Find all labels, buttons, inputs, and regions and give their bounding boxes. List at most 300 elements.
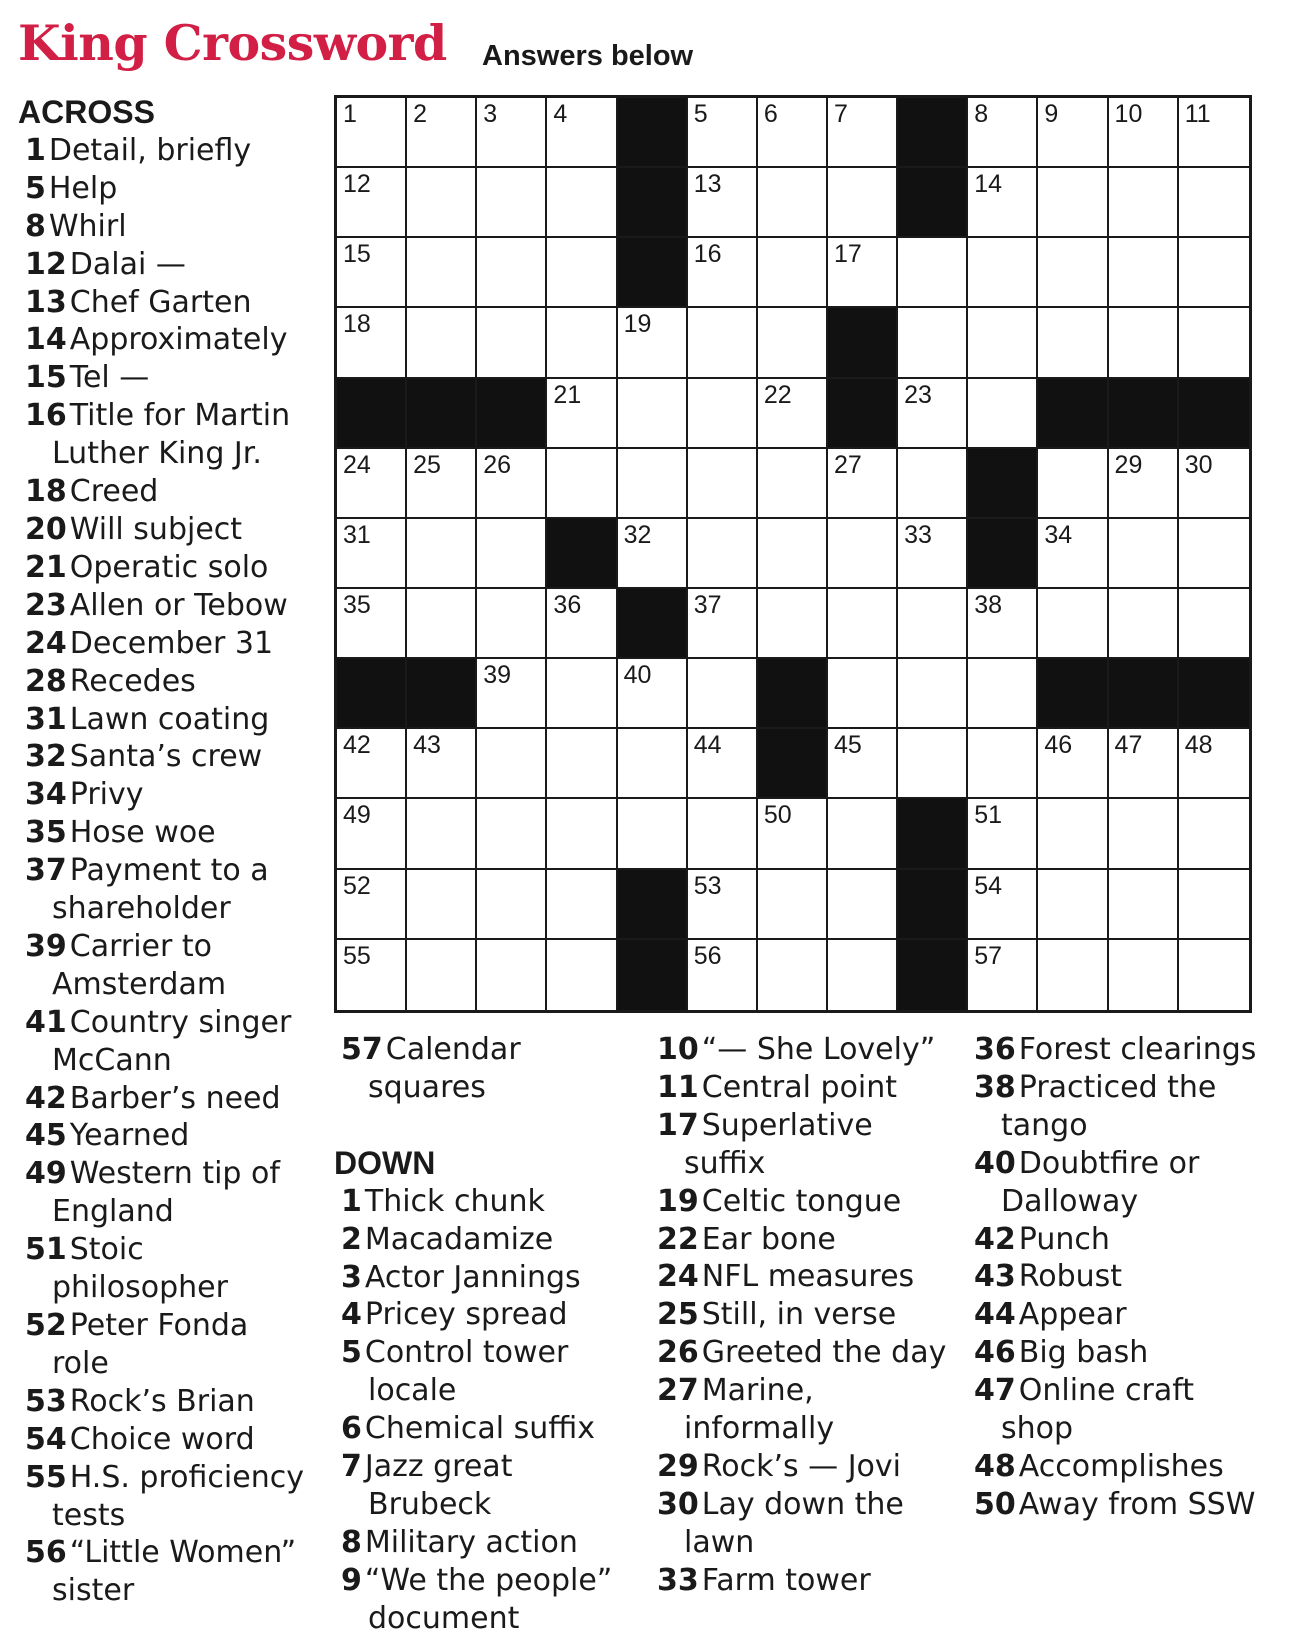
cell-number: 24	[343, 450, 371, 479]
grid-cell[interactable]	[477, 870, 547, 940]
grid-cell[interactable]	[828, 238, 898, 308]
clue-text: Pricey spread	[364, 1297, 568, 1333]
across-clue	[25, 1080, 305, 1118]
cell-number: 32	[623, 520, 652, 549]
clue-number: 12	[25, 246, 67, 282]
cell-number: 31	[343, 520, 371, 549]
cell-number: 49	[343, 801, 371, 830]
clues-column-3	[657, 1031, 957, 1600]
clue-number: 55	[25, 1459, 67, 1495]
grid-cell[interactable]	[968, 379, 1038, 449]
cell-number: 14	[974, 170, 1003, 199]
black-square	[1109, 659, 1179, 729]
down-clue	[657, 1183, 957, 1221]
grid-cell[interactable]	[1109, 589, 1179, 659]
cell-number: 54	[974, 871, 1003, 900]
grid-cell[interactable]	[337, 449, 407, 519]
grid-cell[interactable]	[828, 168, 898, 238]
clue-text: Military action	[364, 1524, 578, 1560]
grid-cell[interactable]	[688, 870, 758, 940]
grid-cell[interactable]	[337, 308, 407, 378]
grid-cell[interactable]	[477, 589, 547, 659]
cell-number: 10	[1114, 100, 1143, 128]
cell-number: 33	[904, 520, 932, 549]
down-clue	[341, 1562, 636, 1638]
clue-number: 36	[974, 1032, 1016, 1067]
grid-cell[interactable]	[968, 659, 1038, 729]
clue-text: Detail, briefly	[48, 132, 252, 168]
cell-number: 39	[483, 661, 512, 690]
black-square	[828, 308, 898, 378]
clue-number: 5	[25, 170, 46, 206]
clue-text: Actor Jannings	[364, 1259, 581, 1295]
grid-cell[interactable]	[477, 659, 547, 729]
clue-text: Still, in verse	[701, 1297, 897, 1333]
grid-cell[interactable]	[758, 168, 828, 238]
clue-number: 16	[25, 398, 67, 434]
clue-text: Rock’s Brian	[69, 1383, 255, 1419]
clue-number: 8	[25, 208, 46, 244]
cell-number: 34	[1044, 520, 1073, 549]
clue-number: 24	[25, 625, 67, 661]
grid-cell[interactable]	[547, 940, 617, 1010]
cell-number: 15	[343, 240, 371, 269]
clue-text: Lay down the lawn	[684, 1486, 904, 1560]
grid-cell[interactable]	[968, 238, 1038, 308]
cell-number: 55	[343, 941, 371, 970]
grid-cell[interactable]	[898, 449, 968, 519]
down-clue	[657, 1448, 957, 1486]
grid-cell[interactable]	[688, 449, 758, 519]
grid-cell[interactable]	[1109, 308, 1179, 378]
grid-cell[interactable]	[968, 589, 1038, 659]
grid-cell[interactable]	[337, 589, 407, 659]
clue-number: 4	[341, 1297, 362, 1333]
clue-number: 49	[25, 1156, 67, 1192]
grid-cell[interactable]	[828, 589, 898, 659]
across-clue	[25, 1231, 305, 1307]
down-clue	[657, 1031, 957, 1069]
clue-number: 11	[657, 1069, 699, 1105]
grid-cell[interactable]	[968, 870, 1038, 940]
grid-cell[interactable]	[688, 519, 758, 589]
clue-number: 1	[25, 132, 46, 168]
clue-number: 22	[657, 1221, 699, 1257]
grid-cell[interactable]	[407, 449, 477, 519]
clue-number: 51	[25, 1232, 67, 1268]
clue-text: Allen or Tebow	[69, 587, 288, 623]
cell-number: 12	[343, 170, 371, 199]
grid-cell[interactable]	[758, 799, 828, 869]
cell-number: 52	[343, 871, 371, 900]
grid-cell[interactable]	[337, 168, 407, 238]
cell-number: 53	[693, 871, 722, 900]
grid-cell[interactable]	[1179, 238, 1249, 308]
black-square	[1038, 659, 1108, 729]
cell-number: 26	[483, 450, 512, 479]
down-clue	[657, 1334, 957, 1372]
across-clue	[25, 1383, 305, 1421]
clue-number: 47	[974, 1373, 1016, 1409]
clue-number: 41	[25, 1004, 67, 1040]
clue-text: Celtic tongue	[701, 1183, 902, 1219]
cell-number: 6	[763, 100, 778, 128]
grid-cell[interactable]	[547, 168, 617, 238]
grid-cell[interactable]	[1179, 940, 1249, 1010]
clue-number: 8	[341, 1524, 362, 1560]
grid-cell[interactable]	[618, 729, 688, 799]
clue-text: Calendar squares	[368, 1032, 521, 1105]
clue-text: Control tower locale	[364, 1335, 569, 1409]
grid-cell[interactable]	[1179, 519, 1249, 589]
grid-cell[interactable]	[758, 519, 828, 589]
grid-cell[interactable]	[1038, 799, 1108, 869]
cell-number: 11	[1184, 100, 1211, 128]
grid-cell[interactable]	[1179, 870, 1249, 940]
grid-cell[interactable]	[547, 98, 617, 168]
grid-cell[interactable]	[828, 940, 898, 1010]
grid-cell[interactable]	[547, 449, 617, 519]
grid-cell[interactable]	[337, 98, 407, 168]
grid-cell[interactable]	[898, 729, 968, 799]
clue-text: Payment to a shareholder	[52, 853, 269, 927]
grid-cell[interactable]	[688, 940, 758, 1010]
across-clue	[25, 208, 305, 246]
grid-cell[interactable]	[968, 308, 1038, 378]
clues-column-4	[974, 1031, 1274, 1524]
grid-cell[interactable]	[968, 729, 1038, 799]
grid-cell[interactable]	[968, 98, 1038, 168]
grid-cell[interactable]	[547, 238, 617, 308]
black-square	[618, 238, 688, 308]
clue-text: Yearned	[69, 1118, 190, 1154]
grid-cell[interactable]	[688, 238, 758, 308]
grid-cell[interactable]	[688, 379, 758, 449]
grid-cell[interactable]	[1179, 589, 1249, 659]
across-clue	[25, 397, 305, 473]
grid-cell[interactable]	[758, 238, 828, 308]
cell-number: 30	[1184, 450, 1213, 479]
clue-number: 3	[341, 1259, 362, 1295]
clues-column-2	[334, 1031, 636, 1638]
clue-number: 13	[25, 284, 67, 320]
grid-cell[interactable]	[688, 729, 758, 799]
grid-cell[interactable]	[547, 729, 617, 799]
cell-number: 7	[833, 100, 848, 128]
across-clue	[25, 776, 305, 814]
clue-text: H.S. proficiency tests	[52, 1459, 304, 1533]
grid-cell[interactable]	[618, 659, 688, 729]
down-clue	[974, 1486, 1274, 1524]
clue-text: Jazz great Brubeck	[364, 1449, 513, 1522]
grid-cell[interactable]	[898, 308, 968, 378]
grid-cell[interactable]	[1038, 519, 1108, 589]
clue-text: NFL measures	[701, 1259, 915, 1295]
grid-cell[interactable]	[337, 238, 407, 308]
grid-cell[interactable]	[1109, 449, 1179, 519]
grid-cell[interactable]	[1038, 449, 1108, 519]
clue-number: 5	[341, 1335, 362, 1371]
grid-cell[interactable]	[828, 729, 898, 799]
clue-number: 42	[974, 1221, 1016, 1257]
grid-cell[interactable]	[688, 589, 758, 659]
clue-number: 46	[974, 1335, 1016, 1371]
grid-cell[interactable]	[337, 519, 407, 589]
grid-cell[interactable]	[898, 238, 968, 308]
grid-cell[interactable]	[828, 799, 898, 869]
grid-cell[interactable]	[968, 168, 1038, 238]
grid-cell[interactable]	[688, 799, 758, 869]
grid-cell[interactable]	[1109, 238, 1179, 308]
grid-cell[interactable]	[1038, 168, 1108, 238]
grid-cell[interactable]	[407, 729, 477, 799]
clue-text: Approximately	[69, 322, 288, 358]
clue-text: Superlative suffix	[684, 1107, 873, 1181]
grid-cell[interactable]	[1038, 940, 1108, 1010]
clue-text: Marine, informally	[684, 1373, 835, 1447]
grid-cell[interactable]	[828, 870, 898, 940]
clue-text: Choice word	[69, 1421, 255, 1457]
clue-text: Doubtfire or Dalloway	[1001, 1145, 1200, 1219]
black-square	[968, 519, 1038, 589]
clue-number: 1	[341, 1183, 362, 1219]
cell-number: 8	[974, 100, 989, 128]
clue-text: Creed	[69, 474, 159, 510]
clue-text: Tel —	[69, 360, 150, 396]
grid-cell[interactable]	[758, 449, 828, 519]
across-clue	[25, 701, 305, 739]
cell-number: 21	[553, 380, 582, 409]
grid-cell[interactable]	[688, 308, 758, 378]
across-clue	[25, 511, 305, 549]
grid-cell[interactable]	[898, 589, 968, 659]
clue-text: Ear bone	[701, 1221, 836, 1257]
black-square	[898, 799, 968, 869]
down-clue	[974, 1145, 1274, 1221]
black-square	[898, 168, 968, 238]
clue-number: 26	[657, 1335, 699, 1371]
grid-cell[interactable]	[477, 729, 547, 799]
grid-cell[interactable]	[407, 238, 477, 308]
grid-cell[interactable]	[758, 870, 828, 940]
grid-cell[interactable]	[547, 799, 617, 869]
clue-text: Chemical suffix	[364, 1411, 596, 1447]
across-clue	[25, 928, 305, 1004]
clue-text: Farm tower	[701, 1562, 871, 1598]
cell-number: 2	[413, 100, 428, 128]
clue-number: 9	[341, 1562, 362, 1598]
grid-cell[interactable]	[1179, 98, 1249, 168]
clue-text: Western tip of England	[52, 1156, 280, 1230]
grid-cell[interactable]	[618, 308, 688, 378]
down-clue	[974, 1069, 1274, 1145]
grid-cell[interactable]	[477, 799, 547, 869]
grid-cell[interactable]	[758, 379, 828, 449]
grid-cell[interactable]	[828, 449, 898, 519]
down-clue	[341, 1221, 636, 1259]
cell-number: 40	[623, 661, 652, 690]
grid-cell[interactable]	[1038, 98, 1108, 168]
grid-cell[interactable]	[547, 870, 617, 940]
clue-text: Online craft shop	[1001, 1373, 1195, 1447]
grid-cell[interactable]	[618, 799, 688, 869]
clue-number: 25	[657, 1297, 699, 1333]
grid-cell[interactable]	[407, 799, 477, 869]
grid-cell[interactable]	[407, 519, 477, 589]
grid-cell[interactable]	[1179, 799, 1249, 869]
down-clue	[657, 1258, 957, 1296]
grid-cell[interactable]	[337, 729, 407, 799]
grid-cell[interactable]	[407, 168, 477, 238]
across-clue	[25, 814, 305, 852]
grid-cell[interactable]	[477, 519, 547, 589]
grid-cell[interactable]	[1038, 589, 1108, 659]
grid-cell[interactable]	[1038, 870, 1108, 940]
grid-cell[interactable]	[337, 799, 407, 869]
clue-text: Macadamize	[364, 1221, 554, 1257]
clue-number: 42	[25, 1080, 67, 1116]
clue-number: 31	[25, 701, 67, 737]
grid-cell[interactable]	[688, 659, 758, 729]
across-clue	[25, 132, 305, 170]
down-clue	[341, 1296, 636, 1334]
down-clue	[341, 1183, 636, 1221]
clue-number: 19	[657, 1183, 699, 1219]
cell-number: 35	[343, 590, 371, 619]
clue-number: 29	[657, 1448, 699, 1484]
across-heading: ACROSS	[18, 94, 155, 130]
grid-cell[interactable]	[337, 870, 407, 940]
down-clue	[341, 1448, 636, 1524]
clue-text: Dalai —	[69, 246, 186, 282]
grid-cell[interactable]	[828, 98, 898, 168]
clue-text: Accomplishes	[1018, 1448, 1224, 1484]
page-title: King Crossword	[18, 14, 447, 72]
clue-number: 52	[25, 1308, 67, 1343]
down-clue	[974, 1258, 1274, 1296]
grid-cell[interactable]	[898, 379, 968, 449]
grid-cell[interactable]	[407, 940, 477, 1010]
grid-cell[interactable]	[477, 98, 547, 168]
black-square	[1179, 379, 1249, 449]
clue-number: 34	[25, 777, 67, 813]
clue-text: Forest clearings	[1018, 1032, 1257, 1067]
grid-cell[interactable]	[968, 940, 1038, 1010]
black-square	[337, 379, 407, 449]
clue-text: Help	[48, 170, 118, 206]
grid-cell[interactable]	[477, 940, 547, 1010]
grid-cell[interactable]	[1109, 729, 1179, 799]
clue-number: 56	[25, 1535, 67, 1571]
grid-cell[interactable]	[1179, 168, 1249, 238]
grid-cell[interactable]	[1179, 449, 1249, 519]
clue-number: 17	[657, 1107, 699, 1143]
clue-text: Peter Fonda role	[52, 1308, 249, 1381]
down-clue	[974, 1221, 1274, 1259]
clue-text: Lawn coating	[69, 701, 270, 737]
clue-number: 38	[974, 1069, 1016, 1105]
grid-cell[interactable]	[898, 519, 968, 589]
down-clue	[974, 1372, 1274, 1448]
grid-cell[interactable]	[547, 308, 617, 378]
grid-cell[interactable]	[1038, 238, 1108, 308]
clue-text: Central point	[701, 1069, 898, 1105]
grid-cell[interactable]	[1109, 870, 1179, 940]
clue-number: 37	[25, 853, 67, 889]
grid-cell[interactable]	[1179, 308, 1249, 378]
clue-number: 48	[974, 1448, 1016, 1484]
grid-cell[interactable]	[1179, 729, 1249, 799]
grid-cell[interactable]	[1038, 729, 1108, 799]
grid-cell[interactable]	[758, 940, 828, 1010]
grid-cell[interactable]	[547, 379, 617, 449]
clue-text: Punch	[1018, 1221, 1110, 1257]
grid-cell[interactable]	[1109, 168, 1179, 238]
grid-cell[interactable]	[618, 379, 688, 449]
black-square	[968, 449, 1038, 519]
grid-cell[interactable]	[547, 589, 617, 659]
grid-cell[interactable]	[407, 98, 477, 168]
clue-number: 20	[25, 511, 67, 547]
grid-cell[interactable]	[477, 308, 547, 378]
cell-number: 13	[693, 170, 722, 199]
grid-cell[interactable]	[1038, 308, 1108, 378]
grid-cell[interactable]	[477, 449, 547, 519]
clue-number: 7	[341, 1449, 362, 1485]
down-clue	[974, 1031, 1274, 1069]
grid-cell[interactable]	[758, 589, 828, 659]
grid-cell[interactable]	[1109, 940, 1179, 1010]
clue-text: Appear	[1018, 1297, 1127, 1333]
grid-cell[interactable]	[1109, 519, 1179, 589]
grid-cell[interactable]	[477, 168, 547, 238]
grid-cell[interactable]	[407, 870, 477, 940]
clue-number: 28	[25, 663, 67, 699]
grid-cell[interactable]	[477, 238, 547, 308]
grid-cell[interactable]	[828, 519, 898, 589]
clue-number: 44	[974, 1297, 1016, 1333]
grid-cell[interactable]	[337, 940, 407, 1010]
cell-number: 4	[553, 100, 568, 128]
grid-cell[interactable]	[1109, 799, 1179, 869]
clue-text: Big bash	[1018, 1335, 1149, 1371]
cell-number: 27	[833, 450, 862, 479]
black-square	[618, 870, 688, 940]
grid-cell[interactable]	[407, 308, 477, 378]
grid-cell[interactable]	[968, 799, 1038, 869]
grid-cell[interactable]	[828, 659, 898, 729]
grid-cell[interactable]	[688, 168, 758, 238]
grid-cell[interactable]	[688, 98, 758, 168]
grid-cell[interactable]	[407, 589, 477, 659]
grid-cell[interactable]	[898, 659, 968, 729]
grid-cell[interactable]	[1109, 98, 1179, 168]
clue-number: 43	[974, 1259, 1016, 1295]
clue-text: Santa’s crew	[69, 739, 263, 775]
grid-cell[interactable]	[758, 308, 828, 378]
clue-text: Barber’s need	[69, 1080, 281, 1116]
across-clue	[25, 1421, 305, 1459]
grid-cell[interactable]	[618, 519, 688, 589]
cell-number: 48	[1184, 731, 1213, 760]
cell-number: 25	[413, 450, 441, 479]
cell-number: 37	[693, 590, 722, 619]
grid-cell[interactable]	[758, 98, 828, 168]
clue-number: 15	[25, 360, 67, 396]
down-clue	[341, 1259, 636, 1297]
grid-cell[interactable]	[547, 659, 617, 729]
grid-cell[interactable]	[618, 449, 688, 519]
